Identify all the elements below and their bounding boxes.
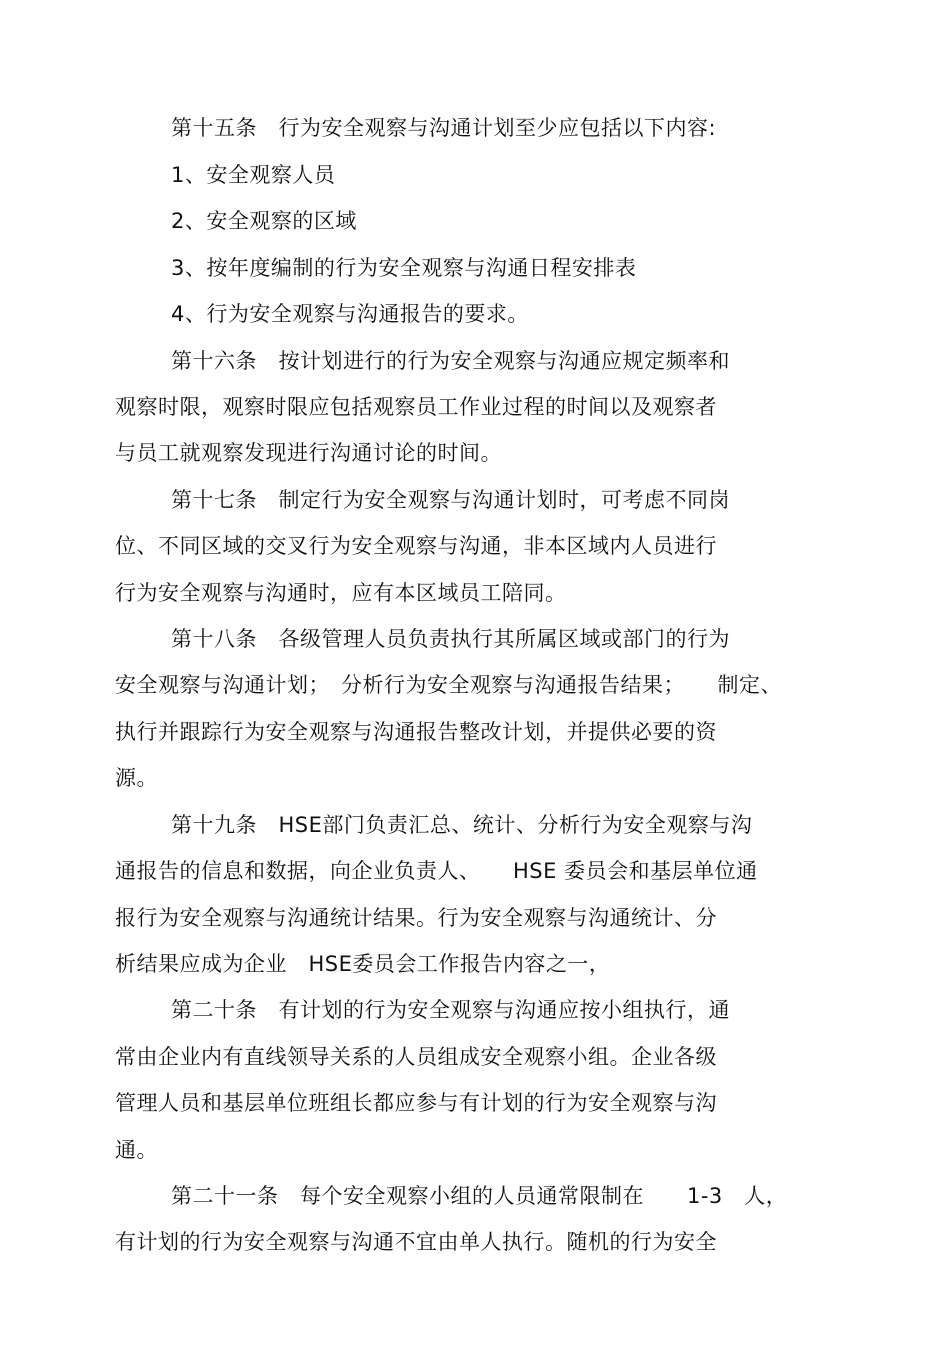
- article-19-line-3: 报行为安全观察与沟通统计结果。行为安全观察与沟通统计、分: [115, 906, 717, 930]
- article-20-line-1: 第二十条 有计划的行为安全观察与沟通应按小组执行，通: [171, 998, 730, 1022]
- article-19-line-1: 第十九条 HSE部门负责汇总、统计、分析行为安全观察与沟: [171, 813, 753, 837]
- article-17-line-1: 第十七条 制定行为安全观察与沟通计划时，可考虑不同岗: [171, 488, 730, 512]
- article-17-line-3: 行为安全观察与沟通时，应有本区域员工陪同。: [115, 581, 567, 605]
- article-21-line-1: 第二十一条 每个安全观察小组的人员通常限制在 1-3 人，: [171, 1184, 788, 1208]
- article-16-line-2: 观察时限，观察时限应包括观察员工作业过程的时间以及观察者: [115, 395, 717, 419]
- article-15-item-3: 3、按年度编制的行为安全观察与沟通日程安排表: [171, 256, 637, 280]
- article-17-line-2: 位、不同区域的交叉行为安全观察与沟通，非本区域内人员进行: [115, 534, 717, 558]
- article-15-heading: 第十五条 行为安全观察与沟通计划至少应包括以下内容:: [171, 116, 717, 140]
- article-21-line-2: 有计划的行为安全观察与沟通不宜由单人执行。随机的行为安全: [115, 1230, 717, 1254]
- article-18-line-2: 安全观察与沟通计划； 分析行为安全观察与沟通报告结果； 制定、: [115, 673, 782, 697]
- article-20-line-2: 常由企业内有直线领导关系的人员组成安全观察小组。企业各级: [115, 1045, 717, 1069]
- article-18-line-4: 源。: [115, 766, 158, 790]
- article-20-line-4: 通。: [115, 1138, 158, 1162]
- article-16-line-3: 与员工就观察发现进行沟通讨论的时间。: [115, 441, 502, 465]
- article-18-line-3: 执行并跟踪行为安全观察与沟通报告整改计划，并提供必要的资: [115, 720, 717, 744]
- article-15-item-4: 4、行为安全观察与沟通报告的要求。: [171, 302, 529, 326]
- article-15-item-1: 1、安全观察人员: [171, 163, 336, 187]
- article-18-line-1: 第十八条 各级管理人员负责执行其所属区域或部门的行为: [171, 627, 730, 651]
- article-19-line-4: 析结果应成为企业 HSE委员会工作报告内容之一，: [115, 952, 611, 976]
- article-19-line-2: 通报告的信息和数据，向企业负责人、 HSE 委员会和基层单位通: [115, 859, 758, 883]
- article-15-item-2: 2、安全观察的区域: [171, 209, 357, 233]
- article-16-line-1: 第十六条 按计划进行的行为安全观察与沟通应规定频率和: [171, 349, 730, 373]
- article-20-line-3: 管理人员和基层单位班组长都应参与有计划的行为安全观察与沟: [115, 1091, 717, 1115]
